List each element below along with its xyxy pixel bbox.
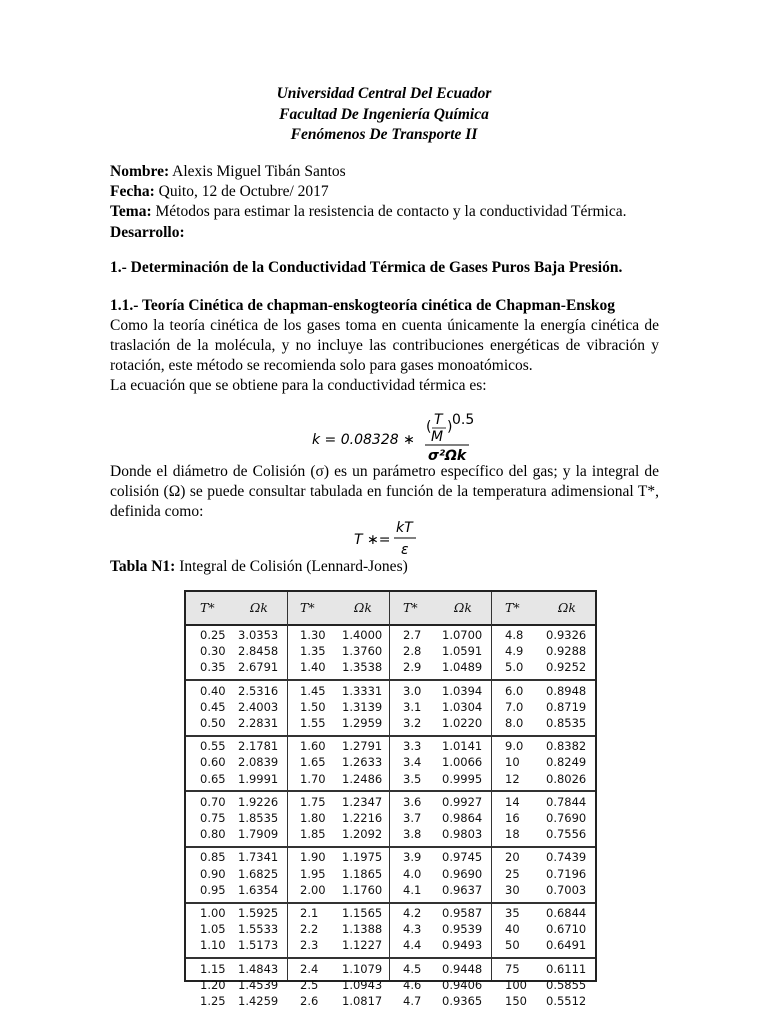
table-cell: 16 [505, 811, 520, 825]
table-cell: 0.7439 [546, 850, 587, 865]
section-heading-1-1: 1.1.- Teoría Cinética de chapman-enskogteoría cinética de Chapman-Enskog [110, 297, 616, 314]
document-meta [110, 162, 670, 243]
table-cell: 3.6 [403, 794, 422, 809]
table-cell: 1.0066 [442, 755, 483, 770]
table-group-divider [186, 790, 595, 792]
table-cell: 3.9 [403, 850, 422, 865]
formula2-numerator: kT [396, 520, 413, 536]
formula-exponent: 0.5 [452, 412, 475, 428]
table-cell: 14 [505, 794, 520, 809]
table-cell: 3.0 [403, 683, 422, 698]
table-cell: 0.8535 [546, 716, 587, 730]
table-header-cell: T* [200, 600, 215, 615]
table-header-cell: T* [300, 600, 315, 615]
table-cell: 0.7690 [546, 811, 587, 825]
paragraph-line: definida como: [110, 503, 204, 521]
temperature-formula [352, 518, 442, 558]
table-cell: 3.7 [403, 811, 422, 825]
development-line [110, 223, 670, 243]
table-cell: 0.9493 [442, 938, 483, 953]
table-cell: 1.7341 [238, 850, 279, 865]
table-cell: 0.6111 [546, 961, 587, 976]
table-cell: 2.8458 [238, 644, 279, 659]
table-cell: 3.1 [403, 699, 422, 714]
table-cell: 1.1760 [342, 882, 383, 897]
table-cell: 0.9288 [546, 644, 587, 659]
table-cell: 1.30 [300, 628, 326, 642]
table-cell: 1.7909 [238, 827, 279, 842]
table-cell: 0.9539 [442, 922, 483, 937]
table-cell: 1.2633 [342, 755, 383, 770]
paragraph-collision-diameter [110, 462, 659, 523]
table-cell: 0.8026 [546, 771, 587, 786]
collision-integral-table [184, 590, 597, 1008]
table-cell: 0.85 [200, 850, 226, 865]
table-cell: 3.5 [403, 771, 422, 786]
faculty-name: Facultad De Ingeniería Química [279, 105, 489, 123]
formula-close-paren: ) [447, 419, 453, 435]
date-label: Fecha: [110, 183, 155, 201]
table-cell: 2.3 [300, 938, 319, 953]
table-column-divider [287, 592, 288, 980]
table-cell: 0.50 [200, 716, 226, 730]
date-value: Quito, 12 de Octubre/ 2017 [154, 183, 329, 201]
table-cell: 0.9365 [442, 994, 483, 1008]
table-cell: 0.9995 [442, 771, 483, 786]
table-cell: 0.9745 [442, 850, 483, 865]
table-cell: 150 [505, 994, 527, 1008]
table-cell: 0.8249 [546, 755, 587, 770]
table-cell: 0.7196 [546, 866, 587, 881]
paragraph-line: colisión (Ω) se puede consultar tabulada en función de la temperatura adimensional T*, [110, 483, 659, 501]
table-cell: 1.4843 [238, 961, 279, 976]
table-cell: 2.2 [300, 922, 319, 937]
table-cell: 0.9326 [546, 628, 587, 642]
table-cell: 1.0304 [442, 699, 483, 714]
table-cell: 3.4 [403, 755, 422, 770]
table-cell: 1.70 [300, 771, 326, 786]
table-cell: 0.8948 [546, 683, 587, 698]
table-column-divider [491, 592, 492, 980]
formula-num-t: T [434, 412, 443, 428]
table-cell: 4.9 [505, 644, 524, 659]
document-header [0, 84, 768, 146]
table-cell: 50 [505, 938, 520, 953]
table-cell: 1.3331 [342, 683, 383, 698]
table-cell: 0.6710 [546, 922, 587, 937]
name-label: Nombre: [110, 163, 170, 180]
table-cell: 0.8382 [546, 739, 587, 754]
table-cell: 1.55 [300, 716, 326, 730]
table-cell: 1.1079 [342, 961, 383, 976]
table-cell: 0.6491 [546, 938, 587, 953]
table-cell: 2.00 [300, 882, 326, 897]
table-cell: 1.60 [300, 739, 326, 754]
table-cell: 2.4 [300, 961, 319, 976]
table-cell: 1.10 [200, 938, 226, 953]
table-cell: 0.35 [200, 660, 226, 675]
table-cell: 1.2486 [342, 771, 383, 786]
table-cell: 2.6 [300, 994, 319, 1008]
table-cell: 3.8 [403, 827, 422, 842]
table-cell: 0.9690 [442, 866, 483, 881]
table-cell: 0.70 [200, 794, 226, 809]
table-cell: 2.4003 [238, 699, 279, 714]
conductivity-formula [312, 410, 512, 462]
table-cell: 1.90 [300, 850, 326, 865]
table-cell: 2.5 [300, 977, 319, 992]
table-cell: 1.3139 [342, 699, 383, 714]
table-caption-label: Tabla N1: [110, 558, 176, 575]
course-name: Fenómenos De Transporte II [290, 126, 478, 143]
name-line [110, 162, 670, 182]
table-cell: 2.0839 [238, 755, 279, 770]
table-group-divider [186, 957, 595, 959]
table-column-divider [389, 592, 390, 980]
table-cell: 2.6791 [238, 660, 279, 675]
table-cell: 2.9 [403, 660, 422, 675]
table-cell: 1.0141 [442, 739, 483, 754]
paragraph-equation-intro: La ecuación que se obtiene para la conductividad térmica es: [110, 377, 487, 394]
table-header-cell: T* [403, 600, 418, 615]
table-cell: 1.0220 [442, 716, 483, 730]
table-cell: 4.5 [403, 961, 422, 976]
table-header-cell: Ωk [250, 600, 268, 615]
table-cell: 8.0 [505, 716, 524, 730]
topic-label: Tema: [110, 203, 152, 221]
table-cell: 4.3 [403, 922, 422, 937]
table-cell: 1.5173 [238, 938, 279, 953]
formula-open-paren: ( [426, 419, 432, 435]
paragraph-line: rotación, este método se recomienda solo para gases monoatómicos. [110, 357, 533, 375]
table-cell: 4.0 [403, 866, 422, 881]
section-heading-1: 1.- Determinación de la Conductividad Térmica de Gases Puros Baja Presión. [110, 259, 623, 276]
table-cell: 0.9406 [442, 977, 483, 992]
table-cell: 1.2959 [342, 716, 383, 730]
table-cell: 0.8719 [546, 699, 587, 714]
table-cell: 30 [505, 882, 520, 897]
table-cell: 1.5925 [238, 906, 279, 920]
table-cell: 1.25 [200, 994, 226, 1008]
table-cell: 4.8 [505, 628, 524, 642]
table-cell: 2.1781 [238, 739, 279, 754]
table-cell: 1.1565 [342, 906, 383, 920]
table-cell: 1.6354 [238, 882, 279, 897]
table-cell: 1.0591 [442, 644, 483, 659]
name-value: Alexis Miguel Tibán Santos [169, 163, 346, 180]
table-cell: 3.0353 [238, 628, 279, 642]
table-cell: 75 [505, 961, 520, 976]
table-cell: 1.9991 [238, 771, 279, 786]
table-cell: 0.75 [200, 811, 226, 825]
table-cell: 1.1227 [342, 938, 383, 953]
table-cell: 0.25 [200, 628, 226, 642]
table-cell: 0.9252 [546, 660, 587, 675]
table-cell: 4.6 [403, 977, 422, 992]
table-cell: 4.1 [403, 882, 422, 897]
table-cell: 2.1 [300, 906, 319, 920]
table-cell: 1.9226 [238, 794, 279, 809]
table-cell: 0.65 [200, 771, 226, 786]
paragraph-line: Como la teoría cinética de los gases toma en cuenta únicamente la energía cinética de [110, 317, 659, 334]
table-cell: 20 [505, 850, 520, 865]
development-label: Desarrollo: [110, 223, 185, 241]
table-cell: 1.3760 [342, 644, 383, 659]
table-cell: 1.2216 [342, 811, 383, 825]
table-cell: 1.1865 [342, 866, 383, 881]
table-cell: 2.8 [403, 644, 422, 659]
table-cell: 1.65 [300, 755, 326, 770]
table-cell: 2.7 [403, 628, 422, 642]
table-header-row [186, 592, 595, 626]
table-cell: 1.4000 [342, 628, 383, 642]
table-cell: 1.0394 [442, 683, 483, 698]
table-cell: 0.7844 [546, 794, 587, 809]
table-cell: 1.6825 [238, 866, 279, 881]
table-cell: 1.80 [300, 811, 326, 825]
table-cell: 1.0817 [342, 994, 383, 1008]
table-cell: 1.3538 [342, 660, 383, 675]
table-cell: 0.55 [200, 739, 226, 754]
table-cell: 1.4259 [238, 994, 279, 1008]
table-cell: 10 [505, 755, 520, 770]
table-cell: 2.5316 [238, 683, 279, 698]
topic-value: Métodos para estimar la resistencia de contacto y la conductividad Térmica. [151, 203, 627, 221]
table-cell: 1.2791 [342, 739, 383, 754]
table-cell: 4.7 [403, 994, 422, 1008]
table-cell: 0.95 [200, 882, 226, 897]
table-group-divider [186, 679, 595, 681]
table-cell: 0.9587 [442, 906, 483, 920]
table-cell: 1.40 [300, 660, 326, 675]
table-cell: 2.2831 [238, 716, 279, 730]
table-cell: 0.40 [200, 683, 226, 698]
table-header-cell: Ωk [454, 600, 472, 615]
table-cell: 5.0 [505, 660, 524, 675]
table-cell: 1.75 [300, 794, 326, 809]
table-cell: 1.1975 [342, 850, 383, 865]
table-cell: 1.0943 [342, 977, 383, 992]
table-cell: 1.20 [200, 977, 226, 992]
table-cell: 1.0489 [442, 660, 483, 675]
table-cell: 0.7003 [546, 882, 587, 897]
table-cell: 1.8535 [238, 811, 279, 825]
paragraph-line: traslación de la molécula, y no incluye las contribuciones energéticas de vibración y [110, 337, 659, 355]
table-cell: 1.5533 [238, 922, 279, 937]
table-cell: 9.0 [505, 739, 524, 754]
table-cell: 100 [505, 977, 527, 992]
table-cell: 1.05 [200, 922, 226, 937]
table-cell: 1.4539 [238, 977, 279, 992]
university-name: Universidad Central Del Ecuador [276, 85, 492, 102]
table-cell: 1.2092 [342, 827, 383, 842]
table-cell: 7.0 [505, 699, 524, 714]
table-cell: 1.15 [200, 961, 226, 976]
table-group-divider [186, 735, 595, 737]
date-line [110, 182, 670, 202]
table-cell: 1.95 [300, 866, 326, 881]
table-cell: 0.45 [200, 699, 226, 714]
table-group-divider [186, 902, 595, 904]
table-cell: 1.45 [300, 683, 326, 698]
table-cell: 0.9448 [442, 961, 483, 976]
table-cell: 6.0 [505, 683, 524, 698]
table-cell: 0.7556 [546, 827, 587, 842]
formula-lhs: k = 0.08328 ∗ [312, 432, 415, 448]
table-cell: 35 [505, 906, 520, 920]
table-cell: 1.35 [300, 644, 326, 659]
table-cell: 1.50 [300, 699, 326, 714]
table-cell: 3.3 [403, 739, 422, 754]
table-caption-text: Integral de Colisión (Lennard-Jones) [175, 558, 408, 575]
table-group-divider [186, 846, 595, 848]
formula-num-m: M [431, 429, 444, 445]
table-cell: 40 [505, 922, 520, 937]
table-cell: 18 [505, 827, 520, 842]
table-cell: 1.00 [200, 906, 226, 920]
table-header-cell: Ωk [354, 600, 372, 615]
formula2-lhs: T ∗= [354, 532, 391, 548]
table-cell: 0.6844 [546, 906, 587, 920]
table-cell: 1.0700 [442, 628, 483, 642]
table-cell: 0.9927 [442, 794, 483, 809]
formula-denominator: σ²Ωk [428, 448, 467, 462]
formula2-denominator: ε [401, 542, 409, 558]
table-cell: 4.4 [403, 938, 422, 953]
table-cell: 25 [505, 866, 520, 881]
table-header-cell: Ωk [558, 600, 576, 615]
table-cell: 4.2 [403, 906, 422, 920]
table-cell: 0.30 [200, 644, 226, 659]
table-cell: 3.2 [403, 716, 422, 730]
table-cell: 0.80 [200, 827, 226, 842]
table-cell: 1.85 [300, 827, 326, 842]
topic-line [110, 202, 670, 222]
table-cell: 0.60 [200, 755, 226, 770]
paragraph-kinetic-theory [110, 316, 659, 377]
table-cell: 0.9864 [442, 811, 483, 825]
table-cell: 0.5512 [546, 994, 587, 1008]
paragraph-line: Donde el diámetro de Colisión (σ) es un parámetro específico del gas; y la integral de [110, 463, 659, 480]
table-cell: 0.90 [200, 866, 226, 881]
table-cell: 0.9803 [442, 827, 483, 842]
table-header-cell: T* [505, 600, 520, 615]
table-caption [110, 558, 408, 576]
table-cell: 1.2347 [342, 794, 383, 809]
table-cell: 0.9637 [442, 882, 483, 897]
table-cell: 12 [505, 771, 520, 786]
table-cell: 1.1388 [342, 922, 383, 937]
table-cell: 0.5855 [546, 977, 587, 992]
